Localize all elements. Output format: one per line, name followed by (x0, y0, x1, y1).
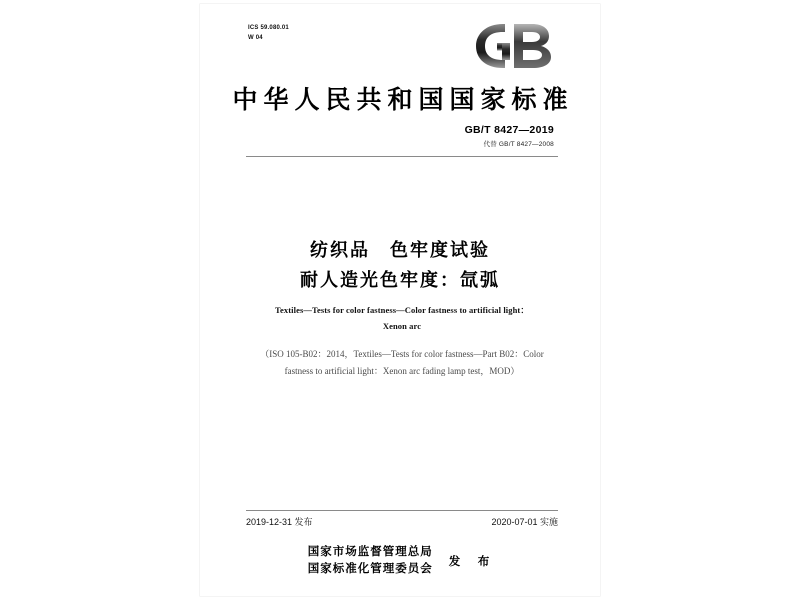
ccs-code: W 04 (248, 34, 263, 41)
issuer-publish-label: 发 布 (448, 555, 493, 568)
national-standard-title: 中华人民共和国国家标准 (232, 87, 574, 114)
issuer-line-2: 国家标准化管理委员会 (307, 562, 433, 575)
iso-equivalence-note (256, 346, 548, 380)
english-title-line-2: Xenon arc (382, 321, 422, 332)
iso-note-line-1: （ISO 105-B02：2014，Textiles—Tests for color fastness—Part B02：Color (260, 349, 544, 359)
dates-row (246, 515, 558, 528)
chinese-title-block (200, 236, 600, 295)
issuer-line-1: 国家市场监督管理总局 (307, 546, 433, 558)
chinese-title-line-2: 耐人造光色牢度：氙弧 (300, 269, 500, 290)
implementation-date: 2020-07-01 实施 (491, 517, 558, 527)
divider-bottom (246, 510, 558, 511)
english-title-block (260, 302, 544, 334)
issuer-block (200, 544, 600, 577)
issuer-names (308, 544, 433, 577)
divider-top (246, 156, 558, 157)
ics-classification-block (248, 24, 289, 43)
standard-number: GB/T 8427—2019 (464, 124, 554, 136)
issue-date: 2019-12-31 发布 (246, 517, 313, 527)
iso-note-line-2: fastness to artificial light：Xenon arc fading lamp test，MOD） (284, 366, 520, 377)
ics-code: ICS 59.080.01 (248, 25, 289, 31)
chinese-title-line-1: 纺织品 色牢度试验 (310, 240, 490, 260)
gb-emblem-icon (468, 20, 558, 72)
english-title-line-1: Textiles—Tests for color fastness—Color fastness to artificial light： (275, 305, 529, 315)
cover-sheet (200, 4, 600, 596)
standard-replaces: 代替 GB/T 8427—2008 (483, 141, 554, 148)
